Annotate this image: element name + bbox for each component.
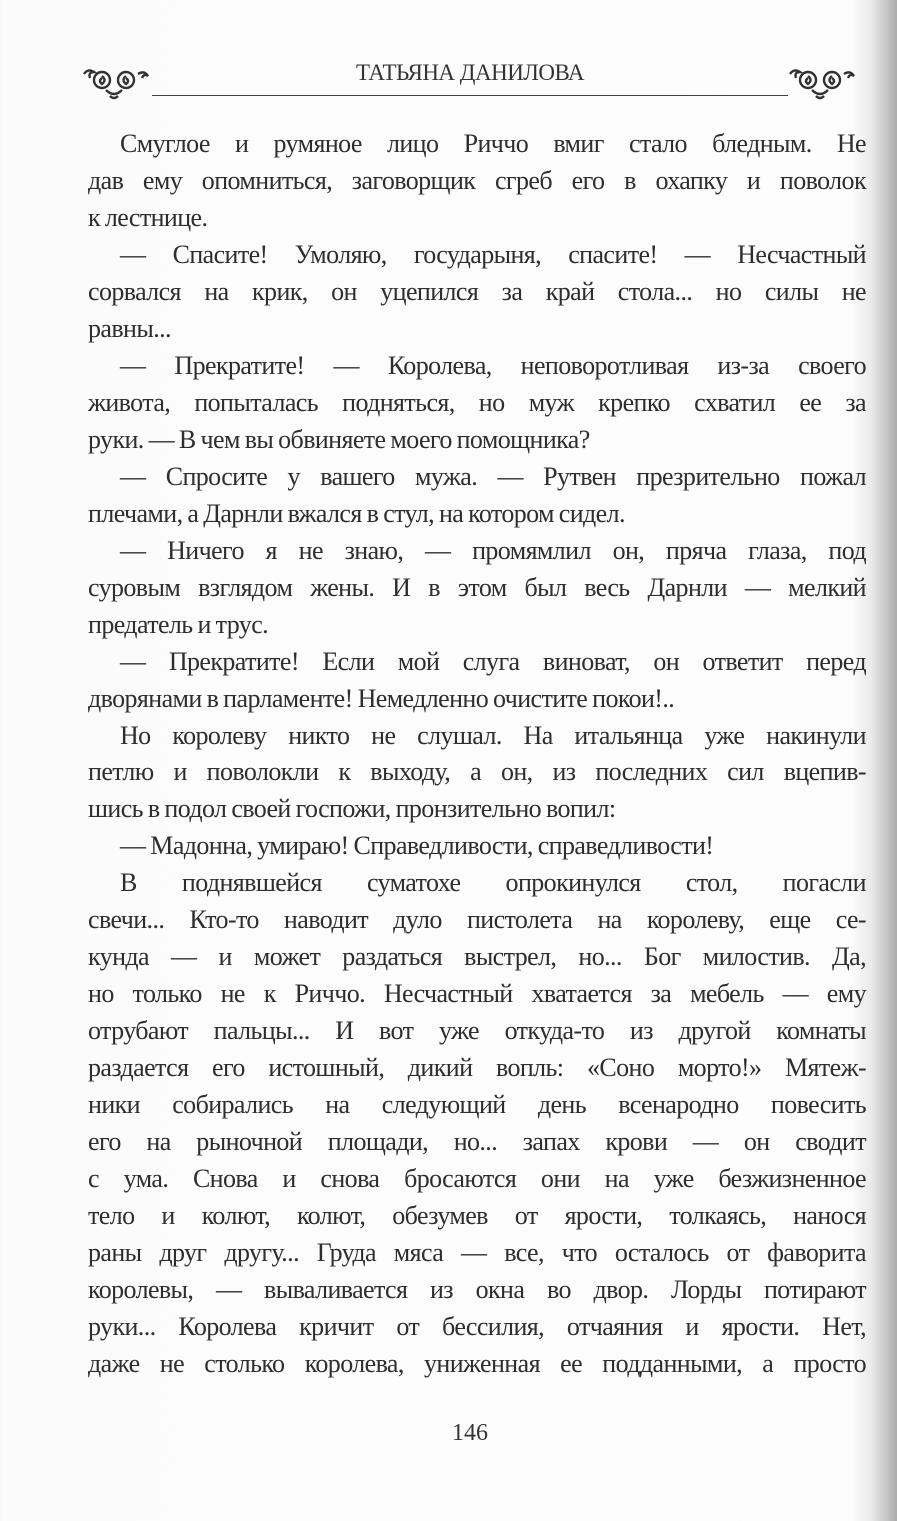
- paragraph: [88, 348, 866, 459]
- text-line: — Прекратите! — Королева, неповоротливая из-за своего: [120, 350, 866, 380]
- text-line: — Спасите! Умоляю, государыня, спасите! — Несчастный: [120, 239, 866, 269]
- text-line: В поднявшейся суматохе опрокинулся стол, погасли: [120, 868, 866, 898]
- paragraph: [88, 828, 866, 865]
- text-line: предатель и трус.: [88, 609, 269, 639]
- text-line: равны...: [88, 313, 171, 343]
- text-line: раны друг другу... Груда мяса — все, что осталось от фаворита: [88, 1238, 866, 1268]
- paragraph: [88, 459, 866, 533]
- text-line: с ума. Снова и снова бросаются они на уже безжизненное: [88, 1164, 866, 1194]
- text-line: — Прекратите! Если мой слуга виноват, он ответит перед: [120, 646, 866, 676]
- text-line: дворянами в парламенте! Немедленно очистите покои!..: [88, 683, 675, 713]
- page-number: 146: [452, 1420, 488, 1446]
- text-line: руки. — В чем вы обвиняете моего помощника?: [88, 424, 590, 454]
- paragraph: [88, 865, 866, 1383]
- text-line: петлю и поволокли к выходу, а он, из последних сил вцепив-: [88, 757, 866, 787]
- text-line: свечи... Кто-то наводит дуло пистолета на королеву, еще се-: [88, 905, 866, 935]
- text-line: плечами, а Дарнли вжался в стул, на котором сидел.: [88, 498, 625, 528]
- text-line: отрубают пальцы... И вот уже откуда-то из другой комнаты: [88, 1016, 866, 1046]
- text-line: Смуглое и румяное лицо Риччо вмиг стало бледным. Не: [120, 129, 866, 158]
- text-line: — Мадонна, умираю! Справедливости, справедливости!: [120, 831, 714, 861]
- paragraph: [88, 533, 866, 644]
- header-rule: [152, 95, 788, 96]
- text-line: суровым взглядом жены. И в этом был весь Дарнли — мелкий: [88, 572, 866, 602]
- text-line: дав ему опомниться, заговорщик сгреб его в охапку и поволок: [88, 165, 866, 195]
- text-line: шись в подол своей госпожи, пронзительно вопил:: [88, 794, 616, 824]
- body-text: [88, 126, 866, 1383]
- text-line: руки... Королева кричит от бессилия, отчаяния и ярости. Нет,: [88, 1312, 866, 1341]
- text-line: ники собирались на следующий день всенародно повесить: [88, 1090, 866, 1120]
- text-line: живота, попыталась подняться, но муж крепко схватил ее за: [88, 387, 866, 417]
- text-line: тело и колют, колют, обезумев от ярости, толкаясь, нанося: [88, 1201, 866, 1231]
- text-line: — Ничего я не знаю, — промямлил он, пряча глаза, под: [120, 535, 866, 565]
- text-line: королевы, — вываливается из окна во двор. Лорды потирают: [88, 1275, 866, 1305]
- text-line: — Спросите у вашего мужа. — Рутвен презрительно пожал: [120, 461, 866, 491]
- text-line: раздается его истошный, дикий вопль: «Соно морто!» Мятеж-: [88, 1053, 866, 1083]
- text-line: даже не столько королева, униженная ее подданными, а просто: [88, 1348, 866, 1378]
- running-header-author: ТАТЬЯНА ДАНИЛОВА: [355, 60, 585, 85]
- paragraph: [88, 644, 866, 718]
- text-line: к лестнице.: [88, 202, 208, 232]
- text-line: Но королеву никто не слушал. На итальянца уже накинули: [120, 720, 866, 750]
- paragraph: [88, 718, 866, 829]
- paragraph: [88, 126, 866, 237]
- text-line: его на рыночной площади, но... запах крови — он сводит: [88, 1127, 866, 1157]
- text-line: кунда — и может раздаться выстрел, но... Бог милостив. Да,: [88, 942, 866, 972]
- text-line: но только не к Риччо. Несчастный хватается за мебель — ему: [88, 979, 866, 1009]
- paragraph: [88, 237, 866, 348]
- text-line: сорвался на крик, он уцепился за край стола... но силы не: [88, 276, 866, 306]
